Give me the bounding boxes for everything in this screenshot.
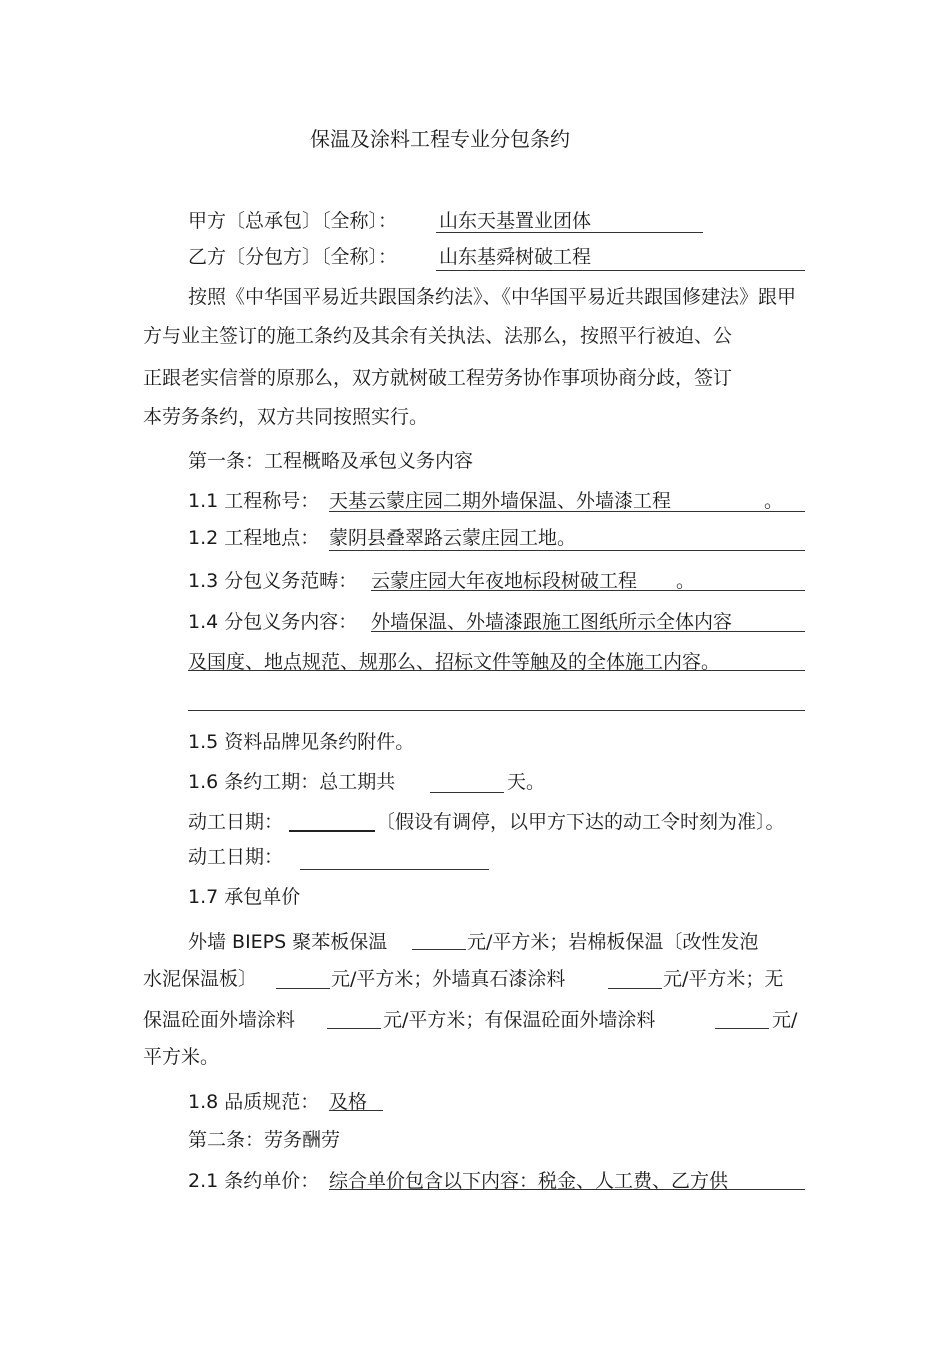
duration-blank <box>430 792 504 793</box>
article-1-heading: 第一条：工程概略及承包义务内容 <box>188 450 474 472</box>
item-1-2-label: 1.2 工程地点： <box>188 527 320 549</box>
price-line-2a: 水泥保温板〕 <box>143 968 258 990</box>
item-1-4-continuation: 及国度、地点规范、规那么、招标文件等触及的全体施工内容。 <box>188 651 721 673</box>
item-1-2-value: 蒙阴县叠翠路云蒙庄园工地。 <box>329 527 577 549</box>
intro-line-3: 正跟老实信誉的原那么，双方就树破工程劳务协作事项协商分歧，签订 <box>143 367 733 389</box>
intro-line-2: 方与业主签订的施工条约及其余有关执法、法那么，按照平行被迫、公 <box>143 325 733 347</box>
item-1-1-value: 天基云蒙庄园二期外墙保温、外墙漆工程 <box>329 490 672 512</box>
intro-line-1: 按照《中华国平易近共跟国条约法》、《中华国平易近共跟国修建法》跟甲 <box>188 286 797 308</box>
item-2-1-value: 综合单价包含以下内容：税金、人工费、乙方供 <box>329 1170 729 1192</box>
price-blank-5 <box>715 1028 769 1029</box>
item-1-4-cont-underline <box>188 670 805 671</box>
party-b-value: 山东基舜树破工程 <box>439 246 592 268</box>
start-date-label: 动工日期： <box>188 811 284 833</box>
item-1-1-underline <box>329 511 805 512</box>
document-title: 保温及涂料工程专业分包条约 <box>310 127 570 151</box>
item-1-1-label: 1.1 工程称号： <box>188 490 320 512</box>
start-date-2-blank <box>300 869 489 870</box>
price-line-3a: 保温砼面外墙涂料 <box>143 1009 296 1031</box>
item-2-1-label: 2.1 条约单价： <box>188 1170 320 1192</box>
item-1-4-underline <box>371 631 805 632</box>
price-blank-3 <box>608 988 662 989</box>
price-line-3c: 元/ <box>772 1009 798 1031</box>
intro-line-4: 本劳务条约，双方共同按照实行。 <box>143 406 429 428</box>
start-date-note: 〔假设有调停，以甲方下达的动工令时刻为准〕。 <box>376 811 785 833</box>
item-1-3-value: 云蒙庄园大年夜地标段树破工程 <box>371 570 638 592</box>
price-blank-2 <box>276 988 330 989</box>
item-1-6-unit: 天。 <box>507 771 546 793</box>
item-1-6-label: 1.6 条约工期：总工期共 <box>188 771 396 793</box>
party-a-value: 山东天基置业团体 <box>439 210 592 232</box>
price-line-1b: 元/平方米；岩棉板保温〔改性发泡 <box>467 931 759 953</box>
party-a-label: 甲方〔总承包〕〔全称〕： <box>188 210 398 232</box>
item-1-1-end: 。 <box>764 490 784 512</box>
price-blank-4 <box>327 1028 381 1029</box>
start-date-label-2: 动工日期： <box>188 846 284 868</box>
item-1-3-end: 。 <box>676 570 696 592</box>
start-date-blank <box>289 830 375 832</box>
party-b-underline <box>436 270 805 271</box>
party-a-underline <box>436 232 703 233</box>
price-line-3b: 元/平方米；有保温砼面外墙涂料 <box>383 1009 656 1031</box>
item-2-1-underline <box>329 1189 805 1190</box>
price-line-1a: 外墙 BIEPS 聚苯板保温 <box>188 931 388 953</box>
item-1-8-value: 及格 <box>329 1091 368 1113</box>
item-1-7: 1.7 承包单价 <box>188 886 301 908</box>
item-1-3-label: 1.3 分包义务范畴： <box>188 570 358 592</box>
price-line-4: 平方米。 <box>143 1046 220 1068</box>
item-1-8-underline <box>329 1110 383 1111</box>
party-b-label: 乙方〔分包方〕〔全称〕： <box>188 246 398 268</box>
blank-underline <box>188 710 805 711</box>
item-1-8-label: 1.8 品质规范： <box>188 1091 320 1113</box>
price-line-2c: 元/平方米；无 <box>663 968 784 990</box>
article-2-heading: 第二条：劳务酬劳 <box>188 1129 341 1151</box>
item-1-4-value: 外墙保温、外墙漆跟施工图纸所示全体内容 <box>371 611 733 633</box>
item-1-2-underline <box>329 550 805 551</box>
price-blank-1 <box>412 949 466 950</box>
item-1-3-underline <box>371 590 805 591</box>
price-line-2b: 元/平方米；外墙真石漆涂料 <box>331 968 566 990</box>
item-1-4-label: 1.4 分包义务内容： <box>188 611 358 633</box>
item-1-5: 1.5 资料品牌见条约附件。 <box>188 731 415 753</box>
